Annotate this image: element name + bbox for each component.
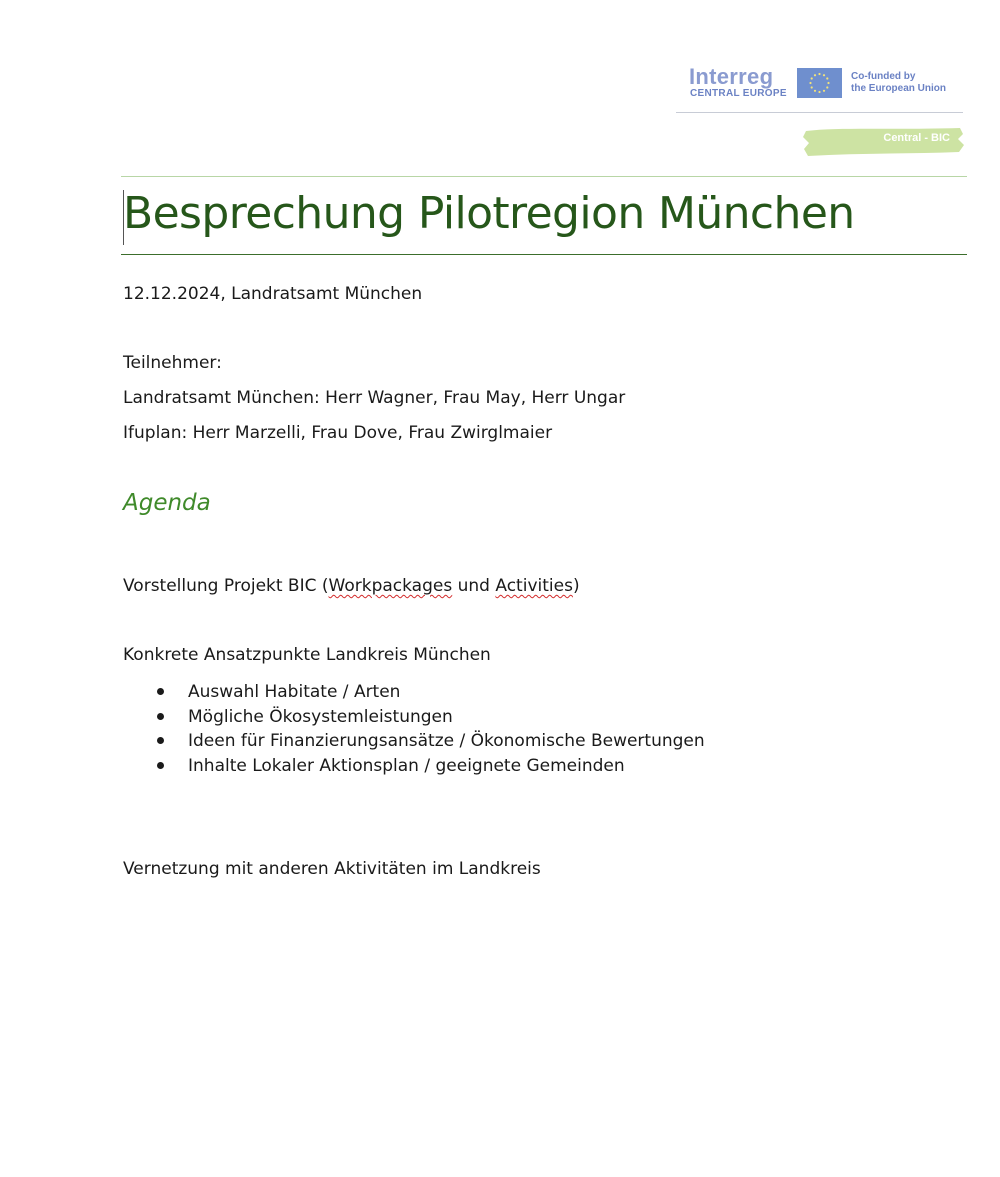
spellcheck-word[interactable]: Activities <box>495 576 573 596</box>
agenda-item-text: Vorstellung Projekt BIC ( <box>123 576 329 596</box>
agenda-item-project[interactable] <box>123 576 580 596</box>
cofunded-line-1: Co-funded by <box>851 71 916 82</box>
spellcheck-word[interactable]: Workpackages <box>328 576 453 596</box>
document-title[interactable]: Besprechung Pilotregion München <box>123 188 855 239</box>
agenda-item-text: ) <box>572 576 580 596</box>
interreg-logo-text: Interreg <box>689 64 774 89</box>
eu-flag-icon <box>797 68 842 98</box>
logo-divider <box>676 112 963 113</box>
date-location[interactable]: 12.12.2024, Landratsamt München <box>123 284 423 304</box>
title-bottom-rule <box>121 254 967 255</box>
agenda-item-text: und <box>452 576 496 596</box>
participants-heading[interactable]: Teilnehmer: <box>123 353 222 373</box>
agenda-item-approaches[interactable]: Konkrete Ansatzpunkte Landkreis München <box>123 645 491 665</box>
interreg-logo-subtitle: CENTRAL EUROPE <box>690 88 787 99</box>
title-top-rule <box>121 176 967 177</box>
participants-line[interactable]: Ifuplan: Herr Marzelli, Frau Dove, Frau Zwirglmaier <box>123 423 553 443</box>
bullet-icon <box>157 713 164 720</box>
agenda-item-networking[interactable]: Vernetzung mit anderen Aktivitäten im Landkreis <box>123 859 541 879</box>
participants-line[interactable]: Landratsamt München: Herr Wagner, Frau May, Herr Ungar <box>123 388 626 408</box>
bullet-icon <box>157 762 164 769</box>
project-tag: Central - BIC <box>883 132 950 144</box>
agenda-heading[interactable]: Agenda <box>123 490 211 516</box>
bullet-icon <box>157 737 164 744</box>
bullet-icon <box>157 688 164 695</box>
cofunded-line-2: the European Union <box>851 83 946 94</box>
